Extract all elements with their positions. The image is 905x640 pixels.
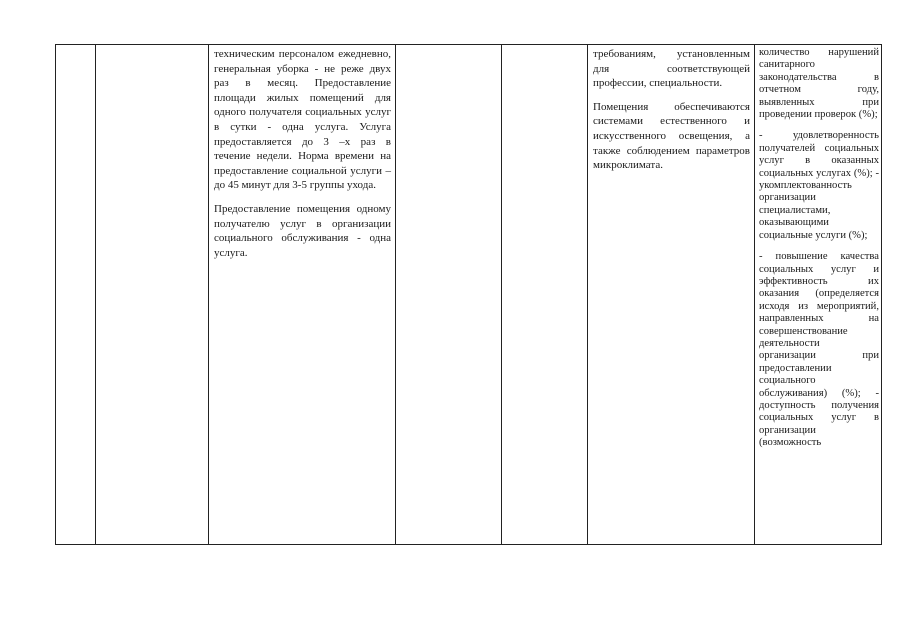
- table-column-service-name: [96, 45, 209, 544]
- table-column-conditions: [588, 45, 755, 544]
- indicators-paragraph-3: - повышение качества социальных услуг и эффективность их оказания (определяется исходя из мероприятий, направленных на совершенствование деятельности организации при предоставлении социального обслуживания) (%); - доступность получения социальных услуг в организации (возможность: [759, 251, 879, 449]
- table-column-4: [396, 45, 502, 544]
- description-paragraph-2: Предоставление помещения одному получателю услуг в организации социального обслуживания - одна услуга.: [214, 202, 391, 259]
- table-column-5: [502, 45, 588, 544]
- conditions-cell: [593, 47, 750, 182]
- table-column-number: [56, 45, 96, 544]
- services-table: [55, 44, 882, 545]
- description-paragraph-1: техническим персоналом ежедневно, генеральная уборка - не реже двух раз в месяц. Предоставление площади жилых помещений для одного получателя социальных услуг в сутки - одна услуга. Услуга предоставляется до 3 –х раз в течение недели. Норма времени на предоставление социальной услуги – до 45 минут для 3-5 группы ухода.: [214, 48, 391, 192]
- table-column-indicators: [755, 45, 883, 544]
- conditions-paragraph-2: Помещения обеспечиваются системами естественного и искусственного освещения, а также соблюдением параметров микроклимата.: [593, 100, 750, 172]
- table-column-description: [209, 45, 396, 544]
- description-cell: [214, 47, 391, 269]
- indicators-paragraph-2: - удовлетворенность получателей социальных услуг в оказанных социальных услугах (%); - укомплектованность организации специалистами, оказывающими социальные услуги (%);: [759, 130, 879, 241]
- indicators-cell: [759, 47, 879, 459]
- indicators-paragraph-1: количество нарушений санитарного законодательства в отчетном году, выявленных при проведении проверок (%);: [759, 47, 879, 121]
- conditions-paragraph-1: требованиям, установленным для соответствующей профессии, специальности.: [593, 48, 750, 90]
